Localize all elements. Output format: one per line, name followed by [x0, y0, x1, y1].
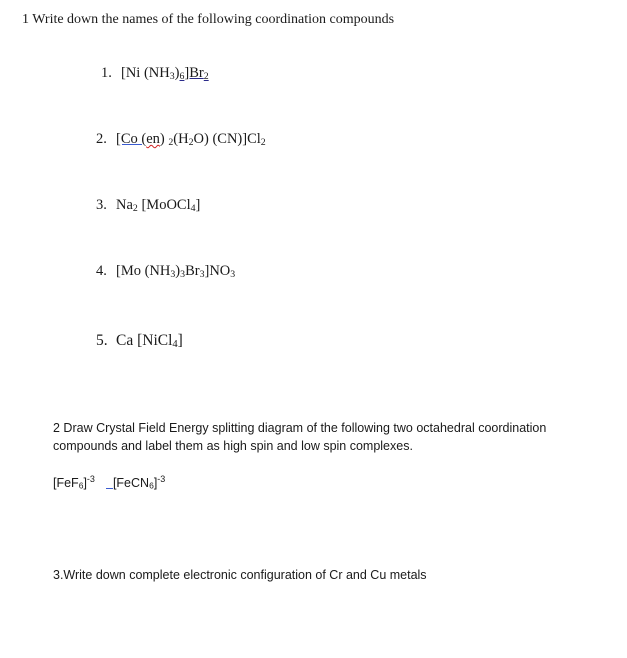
- item-number: 2.: [96, 131, 107, 147]
- compound-item-5: [96, 332, 183, 350]
- formula-part: ): [175, 263, 181, 279]
- underline-gap: [106, 476, 113, 490]
- question-2-text: 2 Draw Crystal Field Energy splitting diagram of the following two octahedral coordination compounds and label them as high spin and low spin complexes.: [53, 421, 547, 453]
- formula-part: ]: [83, 476, 87, 490]
- formula-part: [FeCN: [112, 476, 150, 490]
- formula-part: Na: [116, 197, 133, 213]
- formula-part: Ca [NiCl: [116, 332, 173, 349]
- compound-item-3: [96, 197, 200, 214]
- subscript: 2: [203, 70, 209, 82]
- charge-superscript: -3: [157, 474, 166, 485]
- formula-part: ]: [177, 332, 183, 349]
- formula-part: ]Br: [184, 65, 204, 81]
- formula-part: (H: [173, 131, 189, 147]
- item-number: 4.: [96, 263, 107, 279]
- formula-part: Br: [185, 263, 200, 279]
- subscript: 6: [78, 480, 84, 491]
- subscript: 2: [168, 136, 174, 148]
- formula-part: [Ni (NH: [121, 65, 170, 81]
- subscript: 4: [172, 339, 178, 351]
- item-number: 5.: [96, 332, 108, 349]
- question-3-text: 3.Write down complete electronic configuration of Cr and Cu metals: [53, 568, 427, 582]
- subscript: 2: [132, 202, 138, 214]
- complex-fecn6: [106, 476, 165, 490]
- item-number: 1.: [101, 65, 112, 81]
- subscript: 2: [188, 136, 194, 148]
- formula-part: ): [159, 131, 169, 147]
- item-number-underlined: [96, 131, 146, 147]
- subscript: 3: [169, 70, 175, 82]
- compound-item-4: [96, 263, 235, 280]
- compound-item-2: [96, 131, 266, 148]
- formula-part: ]: [153, 476, 158, 490]
- formula-part: O) (CN)]Cl: [193, 131, 261, 147]
- subscript: 2: [260, 136, 266, 148]
- subscript: 3: [170, 268, 176, 280]
- subscript: 3: [230, 268, 236, 280]
- formula-part: [Mo (NH: [116, 263, 171, 279]
- formula-part: ]: [195, 197, 201, 213]
- formula-part: ]NO: [204, 263, 231, 279]
- subscript: 6: [179, 70, 185, 82]
- subscript: 3: [199, 268, 205, 280]
- charge-superscript: -3: [86, 474, 95, 485]
- question-1-heading: 1 Write down the names of the following coordination compounds: [22, 12, 395, 27]
- subscript: 3: [180, 268, 186, 280]
- ligand-en-spellcheck: en: [146, 131, 160, 147]
- formula-part: ): [174, 65, 180, 81]
- formula-part: [Co (: [116, 131, 147, 147]
- compound-item-1: [101, 65, 209, 82]
- formula-part: [FeF: [53, 476, 79, 490]
- subscript: 6: [149, 480, 154, 491]
- complex-fef6: [53, 476, 95, 490]
- formula-part: [MoOCl: [137, 197, 191, 213]
- subscript: 4: [190, 202, 196, 214]
- item-number: 3.: [96, 197, 107, 213]
